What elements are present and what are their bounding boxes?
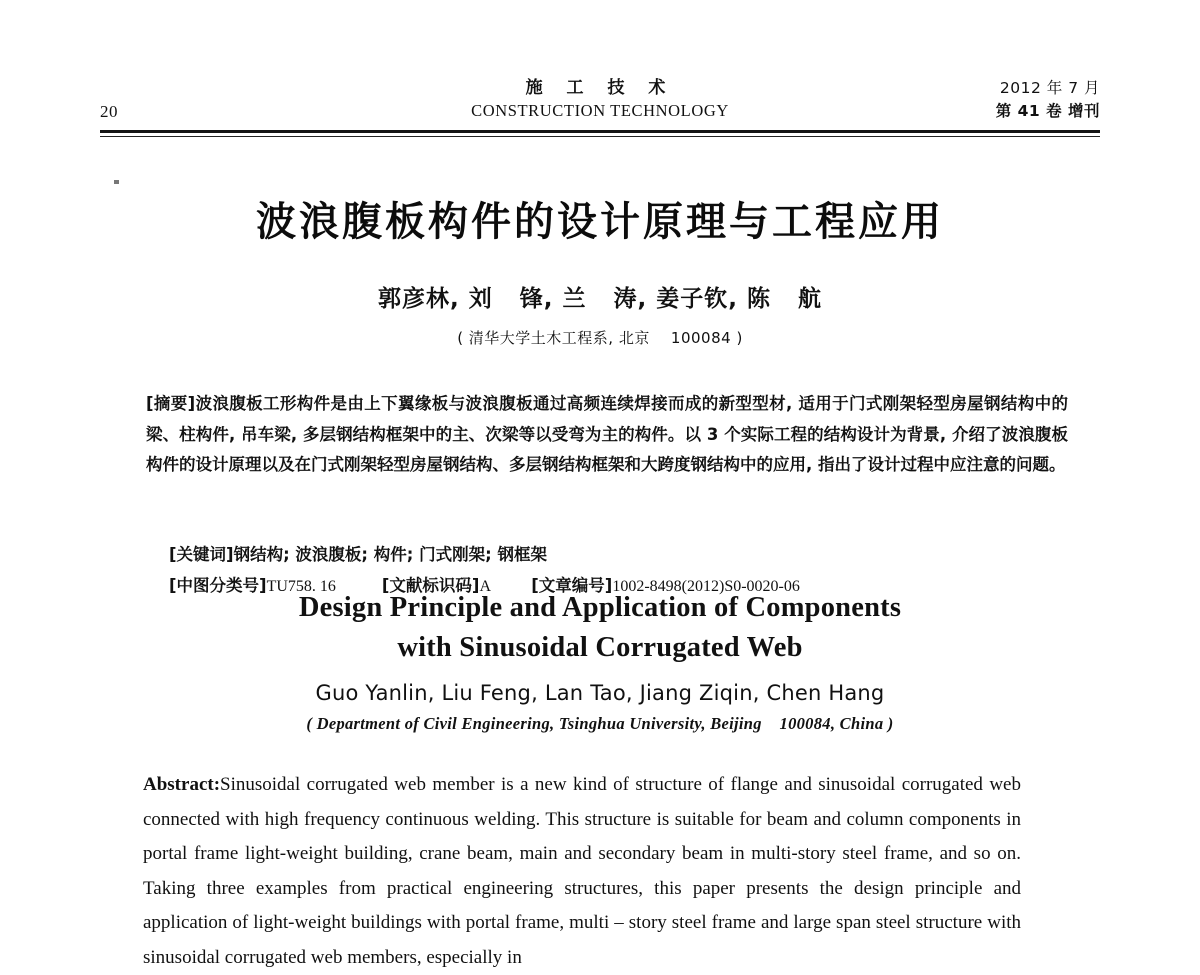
affiliation-en: ( Department of Civil Engineering, Tsinghua University, Beijing 100084, China )	[306, 714, 894, 733]
issue-date: 2012 年 7 月	[999, 79, 1100, 97]
journal-name-en: CONSTRUCTION TECHNOLOGY	[471, 101, 729, 120]
abstract-label-cn: [摘要]	[146, 394, 196, 413]
doc-code-label: [文献标识码]	[381, 576, 480, 595]
page-title-en-line1: Design Principle and Application of Components	[298, 592, 902, 623]
page-title-en-line2: with Sinusoidal Corrugated Web	[397, 632, 803, 663]
abstract-cn	[146, 389, 1068, 481]
abstract-body-cn: 波浪腹板工形构件是由上下翼缘板与波浪腹板通过高频连续焊接而成的新型型材, 适用于门式刚架轻型房屋钢结构中的梁、柱构件, 吊车梁, 多层钢结构框架中的主、次梁等以受弯为主的构件。以 3 个实际工程的结构设计为背景, 介绍了波浪腹板构件的设计原理以及在门式刚架轻型房屋钢结构、多层钢结构框架和大跨度钢结构中的应用, 指出了设计过程中应注意的问题。	[146, 394, 1068, 474]
header-rule-thick	[100, 130, 1100, 133]
clc-label: [中图分类号]	[168, 576, 267, 595]
issue-volume: 第 41 卷 增刊	[995, 102, 1100, 120]
abstract-label-en: Abstract:	[143, 774, 221, 795]
article-no-label: [文章编号]	[531, 576, 613, 595]
header-rule-thin	[100, 136, 1100, 137]
page-number: 20	[100, 102, 118, 121]
doc-code-value: A	[479, 578, 492, 595]
affiliation-cn: ( 清华大学土木工程系, 北京 100084 )	[457, 329, 743, 347]
scan-speck	[114, 180, 119, 184]
journal-name-cn: 施 工 技 术	[525, 78, 675, 98]
authors-en: Guo Yanlin, Liu Feng, Lan Tao, Jiang Ziqin, Chen Hang	[315, 681, 885, 705]
clc-value: TU758. 16	[266, 578, 336, 595]
keywords-label-cn: [关键词]	[168, 545, 234, 564]
page-title-en	[100, 588, 1100, 668]
running-head	[100, 76, 1100, 128]
abstract-en	[143, 768, 1021, 975]
abstract-en-paragraph	[143, 768, 1021, 975]
page-title: 波浪腹板构件的设计原理与工程应用	[256, 199, 944, 245]
abstract-body-en: Sinusoidal corrugated web member is a new kind of structure of flange and sinusoidal corrugated web connected with high frequency continuous welding. This structure is suitable for beam and column components in portal frame light-weight building, crane beam, main and secondary beam in multi-story steel frame, and so on. Taking three examples from practical engineering structures, this paper presents the design principle and application of light-weight buildings with portal frame, multi – story steel frame and large span steel structure with sinusoidal corrugated web members, especially in	[143, 774, 1021, 968]
article-no-value: 1002-8498(2012)S0-0020-06	[612, 578, 800, 595]
issue-info	[900, 76, 1100, 122]
authors-cn: 郭彦林, 刘 锋, 兰 涛, 姜子钦, 陈 航	[377, 286, 823, 312]
keywords-body-cn: 钢结构; 波浪腹板; 构件; 门式刚架; 钢框架	[233, 545, 547, 564]
